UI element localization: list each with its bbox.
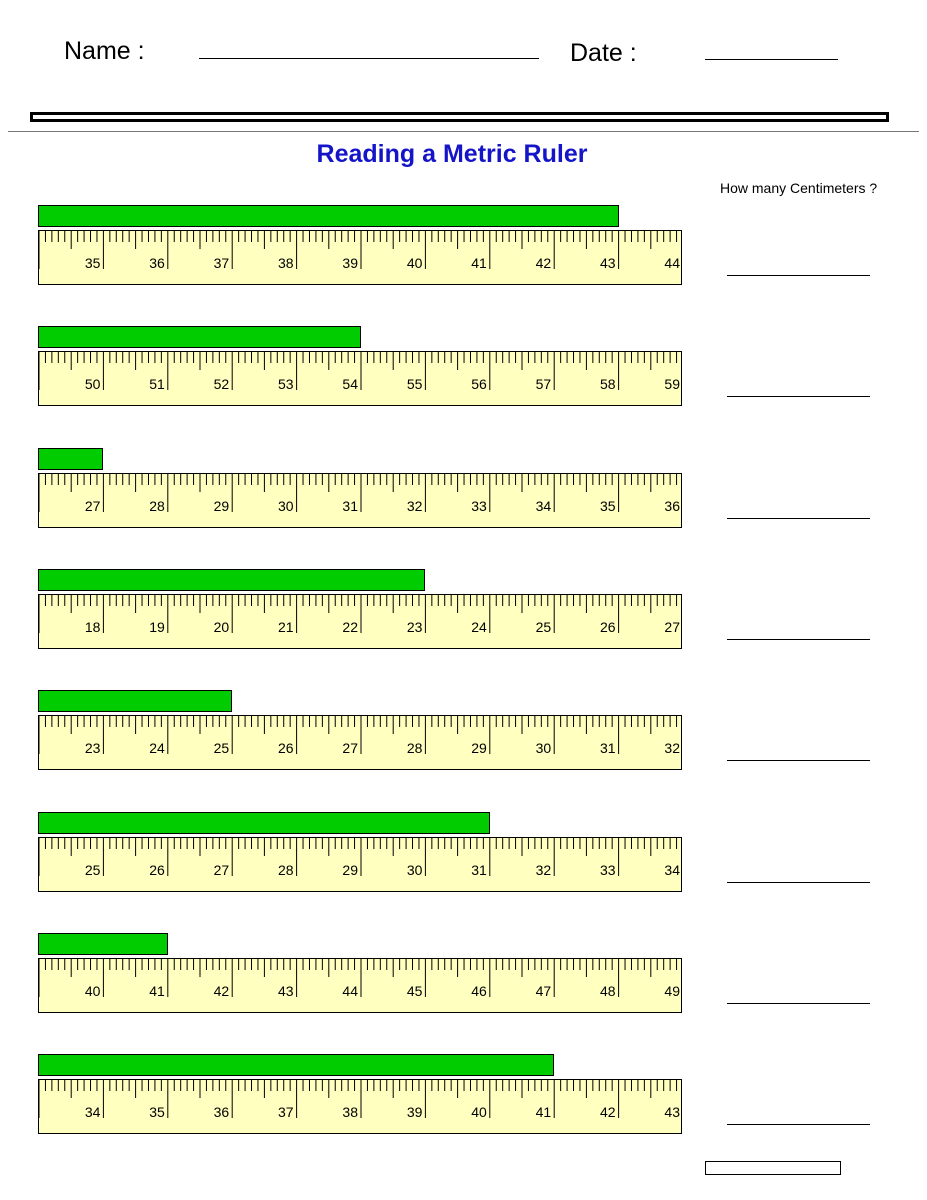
ruler-tick-label: 26 xyxy=(278,740,294,756)
ruler-tick-label: 41 xyxy=(535,1104,552,1120)
ruler-tick-label: 22 xyxy=(342,619,358,635)
measured-bar xyxy=(38,569,425,591)
ruler-tick-label: 40 xyxy=(406,255,423,271)
ruler-tick-label: 41 xyxy=(471,255,487,271)
name-label: Name : xyxy=(64,37,145,65)
ruler-tick-label: 41 xyxy=(149,983,165,999)
ruler-tick-label: 54 xyxy=(342,376,358,392)
date-label: Date : xyxy=(570,39,637,67)
ruler-tick-label: 36 xyxy=(664,498,680,514)
ruler-question-5 xyxy=(0,690,927,800)
ruler-tick-label: 25 xyxy=(213,740,230,756)
date-field[interactable] xyxy=(705,59,838,60)
metric-ruler xyxy=(38,715,682,770)
score-box[interactable] xyxy=(705,1161,841,1175)
ruler-tick-label: 40 xyxy=(84,983,101,999)
metric-ruler xyxy=(38,230,682,285)
ruler-tick-label: 36 xyxy=(149,255,165,271)
measured-bar xyxy=(38,690,232,712)
ruler-tick-label: 42 xyxy=(213,983,230,999)
ruler-question-8 xyxy=(0,1054,927,1164)
ruler-tick-label: 34 xyxy=(535,498,552,514)
answer-field[interactable] xyxy=(727,1124,870,1125)
ruler-tick-label: 39 xyxy=(406,1104,423,1120)
ruler-tick-label: 32 xyxy=(535,862,552,878)
ruler-tick-label: 44 xyxy=(664,255,680,271)
ruler-tick-label: 31 xyxy=(600,740,616,756)
measured-bar xyxy=(38,448,103,470)
measured-bar xyxy=(38,1054,554,1076)
ruler-tick-label: 45 xyxy=(406,983,423,999)
ruler-question-6 xyxy=(0,812,927,922)
measured-bar xyxy=(38,812,490,834)
ruler-tick-label: 25 xyxy=(535,619,552,635)
ruler-tick-label: 51 xyxy=(149,376,165,392)
ruler-tick-label: 44 xyxy=(342,983,358,999)
ruler-tick-label: 30 xyxy=(278,498,294,514)
ruler-tick-label: 52 xyxy=(213,376,230,392)
ruler-tick-label: 29 xyxy=(342,862,358,878)
ruler-tick-label: 39 xyxy=(342,255,358,271)
ruler-ticks xyxy=(39,595,682,649)
ruler-tick-label: 28 xyxy=(278,862,294,878)
ruler-ticks xyxy=(39,231,682,285)
ruler-tick-label: 35 xyxy=(149,1104,165,1120)
measured-bar xyxy=(38,933,168,955)
ruler-tick-label: 37 xyxy=(213,255,230,271)
ruler-tick-label: 38 xyxy=(278,255,294,271)
ruler-tick-label: 43 xyxy=(664,1104,680,1120)
ruler-question-2 xyxy=(0,326,927,436)
ruler-tick-label: 49 xyxy=(664,983,680,999)
ruler-ticks xyxy=(39,716,682,770)
ruler-question-4 xyxy=(0,569,927,679)
ruler-tick-label: 35 xyxy=(84,255,101,271)
ruler-tick-label: 47 xyxy=(535,983,552,999)
ruler-question-3 xyxy=(0,448,927,558)
ruler-tick-label: 20 xyxy=(213,619,230,635)
ruler-tick-label: 28 xyxy=(149,498,165,514)
ruler-tick-label: 57 xyxy=(535,376,552,392)
ruler-tick-label: 27 xyxy=(213,862,230,878)
ruler-tick-label: 53 xyxy=(278,376,294,392)
ruler-tick-label: 48 xyxy=(600,983,616,999)
ruler-tick-label: 28 xyxy=(406,740,423,756)
ruler-tick-label: 59 xyxy=(664,376,680,392)
ruler-tick-label: 25 xyxy=(84,862,101,878)
ruler-ticks xyxy=(39,959,682,1013)
ruler-tick-label: 36 xyxy=(213,1104,230,1120)
metric-ruler xyxy=(38,351,682,406)
metric-ruler xyxy=(38,1079,682,1134)
ruler-tick-label: 30 xyxy=(535,740,552,756)
ruler-tick-label: 24 xyxy=(471,619,487,635)
answer-field[interactable] xyxy=(727,760,870,761)
ruler-tick-label: 43 xyxy=(600,255,616,271)
ruler-ticks xyxy=(39,352,682,406)
ruler-tick-label: 37 xyxy=(278,1104,294,1120)
ruler-tick-label: 38 xyxy=(342,1104,358,1120)
page-title: Reading a Metric Ruler xyxy=(316,140,588,168)
metric-ruler xyxy=(38,473,682,528)
ruler-tick-label: 42 xyxy=(600,1104,616,1120)
ruler-tick-label: 29 xyxy=(471,740,487,756)
ruler-tick-label: 19 xyxy=(149,619,165,635)
measured-bar xyxy=(38,205,619,227)
metric-ruler xyxy=(38,958,682,1013)
ruler-tick-label: 26 xyxy=(149,862,165,878)
ruler-tick-label: 31 xyxy=(342,498,358,514)
ruler-ticks xyxy=(39,474,682,528)
ruler-tick-label: 55 xyxy=(406,376,423,392)
ruler-question-7 xyxy=(0,933,927,1043)
ruler-tick-label: 33 xyxy=(600,862,616,878)
ruler-tick-label: 50 xyxy=(84,376,101,392)
ruler-tick-label: 56 xyxy=(471,376,487,392)
ruler-tick-label: 42 xyxy=(535,255,552,271)
ruler-tick-label: 30 xyxy=(406,862,423,878)
ruler-tick-label: 43 xyxy=(278,983,294,999)
ruler-tick-label: 31 xyxy=(471,862,487,878)
ruler-tick-label: 46 xyxy=(471,983,487,999)
answer-field[interactable] xyxy=(727,639,870,640)
metric-ruler xyxy=(38,837,682,892)
metric-ruler xyxy=(38,594,682,649)
ruler-ticks xyxy=(39,838,682,892)
ruler-ticks xyxy=(39,1080,682,1134)
ruler-tick-label: 21 xyxy=(278,619,294,635)
ruler-tick-label: 40 xyxy=(471,1104,487,1120)
answer-field[interactable] xyxy=(727,882,870,883)
ruler-tick-label: 32 xyxy=(664,740,680,756)
ruler-tick-label: 33 xyxy=(471,498,487,514)
ruler-tick-label: 27 xyxy=(342,740,358,756)
ruler-tick-label: 26 xyxy=(600,619,616,635)
horizontal-rule xyxy=(8,131,919,132)
ruler-tick-label: 34 xyxy=(84,1104,101,1120)
ruler-tick-label: 58 xyxy=(600,376,616,392)
answer-field[interactable] xyxy=(727,396,870,397)
ruler-tick-label: 23 xyxy=(84,740,101,756)
ruler-tick-label: 24 xyxy=(149,740,165,756)
ruler-tick-label: 23 xyxy=(406,619,423,635)
ruler-tick-label: 18 xyxy=(84,619,101,635)
header-divider xyxy=(30,112,889,122)
ruler-tick-label: 29 xyxy=(213,498,230,514)
ruler-tick-label: 35 xyxy=(600,498,616,514)
name-field[interactable] xyxy=(199,58,539,59)
ruler-tick-label: 34 xyxy=(664,862,680,878)
answer-field[interactable] xyxy=(727,275,870,276)
answer-field[interactable] xyxy=(727,518,870,519)
ruler-question-1 xyxy=(0,205,927,315)
ruler-tick-label: 27 xyxy=(664,619,680,635)
measured-bar xyxy=(38,326,361,348)
ruler-tick-label: 32 xyxy=(406,498,423,514)
ruler-tick-label: 27 xyxy=(84,498,101,514)
answer-column-heading: How many Centimeters ? xyxy=(720,180,878,196)
answer-field[interactable] xyxy=(727,1003,870,1004)
